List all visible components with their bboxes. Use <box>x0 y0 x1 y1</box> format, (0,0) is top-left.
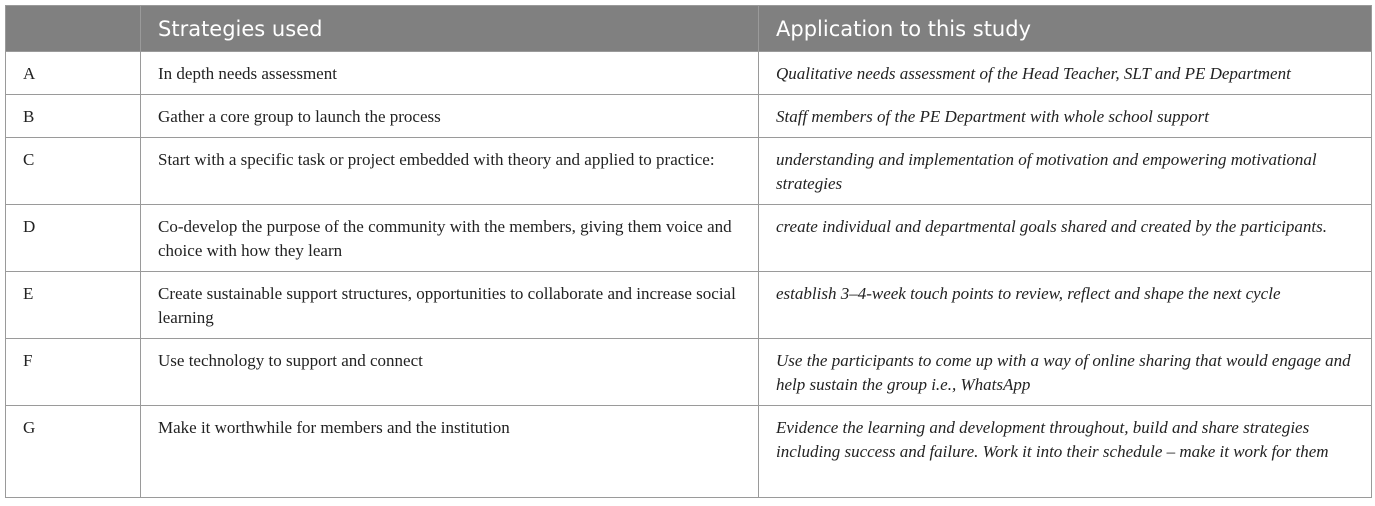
row-key: F <box>6 339 141 406</box>
row-application: Use the participants to come up with a way of online sharing that would engage and help sustain the group i.e., WhatsApp <box>759 339 1372 406</box>
row-application: create individual and departmental goals shared and created by the participants. <box>759 205 1372 272</box>
row-strategy: Make it worthwhile for members and the institution <box>141 406 759 498</box>
table-header-row <box>6 6 1372 52</box>
row-key: E <box>6 272 141 339</box>
row-key: B <box>6 95 141 138</box>
row-strategy: Use technology to support and connect <box>141 339 759 406</box>
row-strategy: Start with a specific task or project embedded with theory and applied to practice: <box>141 138 759 205</box>
row-application: understanding and implementation of motivation and empowering motivational strategies <box>759 138 1372 205</box>
row-application: Evidence the learning and development throughout, build and share strategies including success and failure. Work it into their schedule – make it work for them <box>759 406 1372 498</box>
row-strategy: In depth needs assessment <box>141 52 759 95</box>
table-row <box>6 138 1372 205</box>
row-key: G <box>6 406 141 498</box>
header-application: Application to this study <box>759 6 1372 52</box>
table-row <box>6 272 1372 339</box>
table-row <box>6 95 1372 138</box>
table-row <box>6 52 1372 95</box>
row-application: Qualitative needs assessment of the Head Teacher, SLT and PE Department <box>759 52 1372 95</box>
row-strategy: Create sustainable support structures, opportunities to collaborate and increase social learning <box>141 272 759 339</box>
row-application: establish 3–4-week touch points to review, reflect and shape the next cycle <box>759 272 1372 339</box>
header-key <box>6 6 141 52</box>
table-row <box>6 339 1372 406</box>
row-key: D <box>6 205 141 272</box>
row-strategy: Gather a core group to launch the process <box>141 95 759 138</box>
strategies-table-container <box>5 5 1371 498</box>
row-strategy: Co-develop the purpose of the community with the members, giving them voice and choice with how they learn <box>141 205 759 272</box>
strategies-table <box>5 5 1372 498</box>
row-key: C <box>6 138 141 205</box>
row-key: A <box>6 52 141 95</box>
header-strategies-used: Strategies used <box>141 6 759 52</box>
table-row <box>6 406 1372 498</box>
table-row <box>6 205 1372 272</box>
row-application: Staff members of the PE Department with whole school support <box>759 95 1372 138</box>
